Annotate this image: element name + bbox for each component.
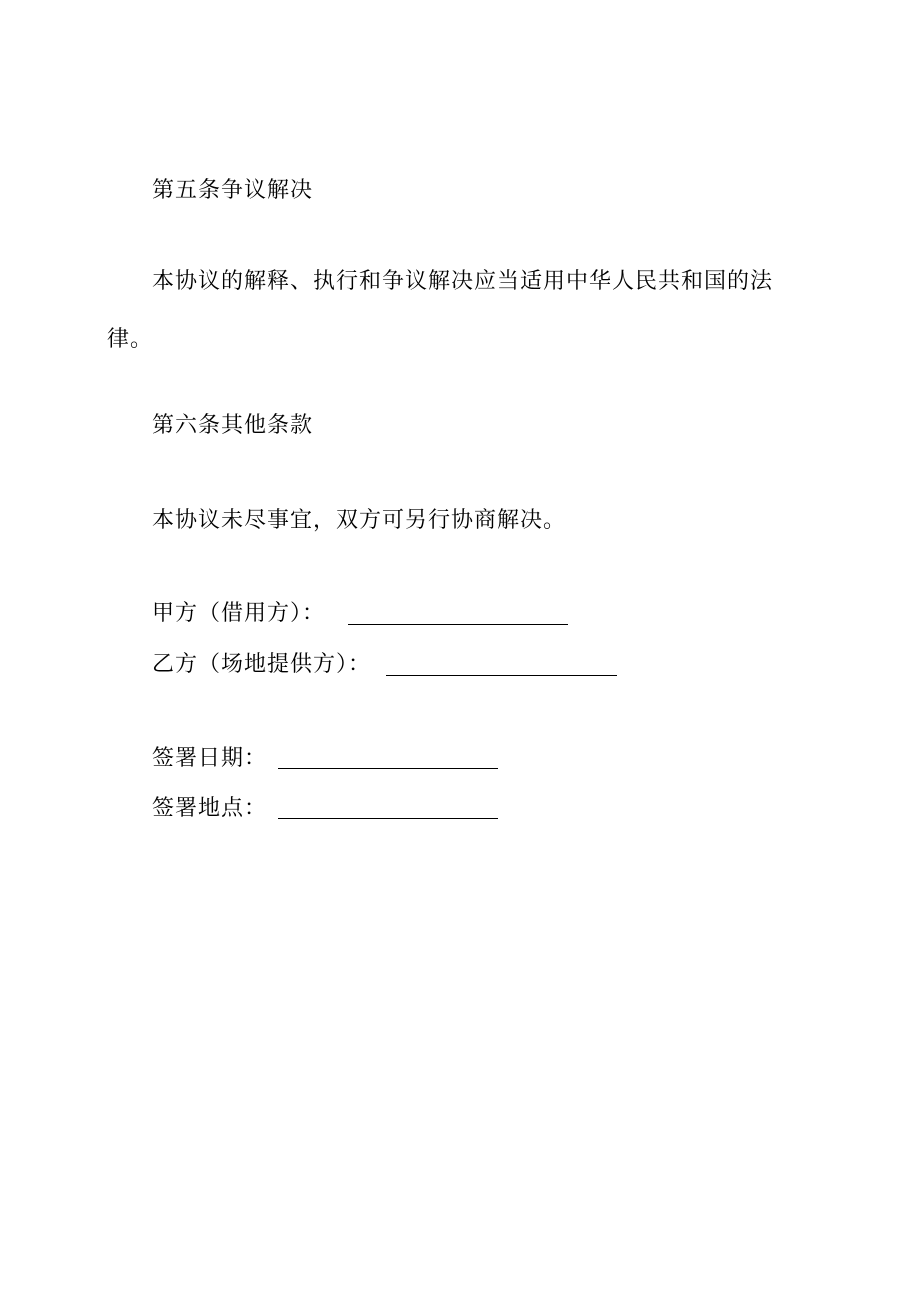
sign-date-label: 签署日期： [152,746,268,771]
party-a-label: 甲方（借用方）： [152,601,326,626]
party-b-label: 乙方（场地提供方）： [152,652,372,677]
sign-date-blank[interactable] [278,768,498,769]
section-5-body: 本协议的解释、执行和争议解决应当适用中华人民共和国的法律。 [107,269,774,352]
party-b-blank[interactable] [386,675,617,676]
sign-place-label: 签署地点： [152,796,268,821]
party-a-blank[interactable] [348,624,568,625]
section-6-body: 本协议未尽事宜，双方可另行协商解决。 [152,508,567,533]
section-6-heading: 第六条其他条款 [152,413,314,438]
section-5-heading: 第五条争议解决 [152,178,314,203]
sign-place-blank[interactable] [278,818,498,819]
